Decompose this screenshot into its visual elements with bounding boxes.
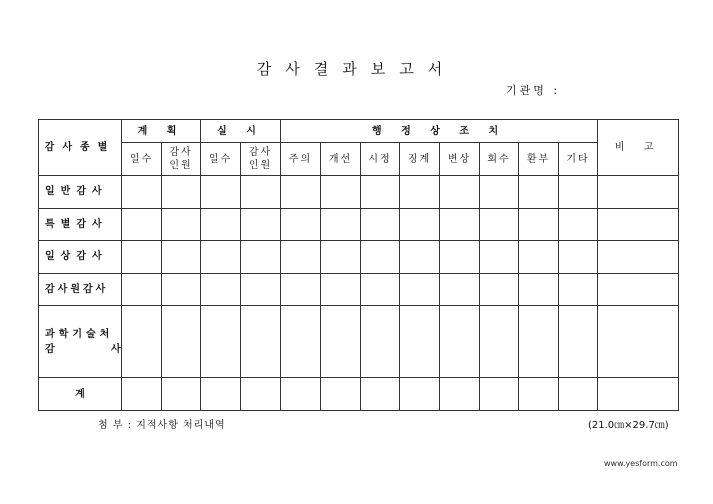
sub-actual-auditors: 감사 인원 [241,143,281,176]
sub-admin-improve: 개선 [321,143,361,176]
header-plan: 계 획 [122,120,201,143]
row-label-general: 일반감사 [39,176,122,209]
row-label-total: 계 [39,378,122,411]
table-row [39,306,679,378]
sub-admin-discipline: 징계 [400,143,440,176]
sub-admin-caution: 주의 [281,143,321,176]
paper-size: (21.0㎝×29.7㎝) [588,420,669,431]
audit-result-table [38,119,679,411]
sub-admin-other: 기타 [559,143,598,176]
table-row [39,176,679,209]
header-actual: 실 시 [201,120,281,143]
table-row [39,378,679,411]
header-note: 비 고 [598,120,679,176]
table-row [39,241,679,274]
header-admin-action: 행 정 상 조 치 [281,120,598,143]
document-title: 감사결과보고서 [256,60,457,78]
sub-actual-days: 일수 [201,143,241,176]
site-url[interactable]: www.yesform.com [604,459,678,468]
row-label-science-ministry: 과학기술처 감 사 [39,306,122,378]
sub-plan-auditors: 감사 인원 [162,143,201,176]
organization-label: 기관명 : [506,84,561,97]
sub-admin-refund: 환부 [519,143,559,176]
table-row [39,273,679,306]
attachment-note: 첨 부 : 지적사항 처리내역 [98,420,226,431]
row-label-board-audit: 감사원감사 [39,273,122,306]
sub-admin-recover: 회수 [480,143,519,176]
header-audit-type: 감사종별 [39,120,122,176]
row-label-routine: 일상감사 [39,241,122,274]
row-label-special: 특별감사 [39,208,122,241]
sub-admin-correct: 시정 [361,143,400,176]
table-row [39,208,679,241]
sub-plan-days: 일수 [122,143,162,176]
sub-admin-compensate: 변상 [440,143,480,176]
